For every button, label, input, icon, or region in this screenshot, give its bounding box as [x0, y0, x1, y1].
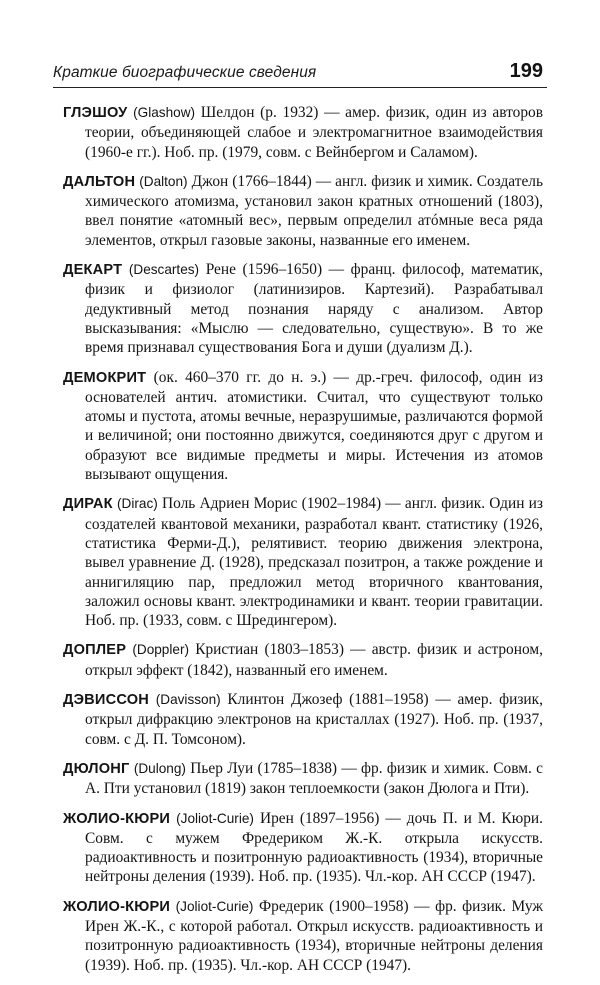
entry-latin-name: (Doppler) [132, 642, 190, 658]
entry-dalton [63, 172, 543, 250]
entry-davisson [63, 690, 543, 749]
entry-name: ЖОЛИО-КЮРИ [63, 898, 171, 915]
entry-dirac [63, 494, 543, 630]
entry-name: ЖОЛИО-КЮРИ [63, 810, 171, 827]
entry-name: ДОПЛЕР [63, 642, 127, 659]
entry-name: ДИРАК [63, 496, 113, 513]
entry-name: ДЕМОКРИТ [63, 369, 147, 386]
entry-latin-name: (Dulong) [133, 760, 186, 776]
entry-name: ДЕКАРТ [63, 262, 123, 279]
entry-latin-name: (Descartes) [128, 262, 200, 278]
biography-list [63, 103, 543, 985]
entry-text: Ирен (1897–1956) — дочь П. и М. Кюри. Совм. с мужем Фредериком Ж.-К. открыла искусств. радиоактивность и позитронную радиоактивность (1934), вторичные нейтроны деления (1939). Ноб. пр. (1935). Чл.-кор. АН СССР (1947). [85, 809, 543, 886]
section-title: Краткие биографические сведения [53, 64, 317, 81]
entry-name: ДЭВИССОН [63, 692, 150, 709]
entry-joliot-curie-frederic [63, 897, 543, 975]
entry-text: Рене (1596–1650) — франц. философ, математик, физик и физиолог (латинизиров. Картезий). Разрабатывал дедуктивный метод познания наряду с анализом. Автор высказывания: «Мыслю — следовательно, существую». В то же время признавал существования Бога и души (дуализм Д.). [85, 261, 543, 357]
entry-text: Джон (1766–1844) — англ. физик и химик. Создатель химического атомизма, установил закон кратных отношений (1803), ввел понятие «атомный вес», первым определил атóмные веса ряда элементов, открыл газовые законы, названные его именем. [85, 172, 543, 249]
entry-text: Клинтон Джозеф (1881–1958) — амер. физик, открыл дифракцию электронов на кристаллах (1927). Ноб. пр. (1937, совм. с Д. П. Томсоном). [85, 691, 543, 748]
entry-latin-name: (Joliot-Curie) [175, 898, 254, 914]
entry-name: ДАЛЬТОН [63, 173, 136, 190]
entry-latin-name: (Dirac) [117, 496, 158, 512]
entry-text: Фредерик (1900–1958) — фр. физик. Муж Ирен Ж.-К., с которой работал. Открыл искусств. радиоактивность и позитронную радиоактивность (1934), вторичные нейтроны деления (1939). Ноб. пр. (1935). Чл.-кор. АН СССР (1947). [85, 897, 543, 974]
entry-name: ДЮЛОНГ [63, 760, 130, 777]
page-number: 199 [509, 60, 543, 82]
entry-text: Пьер Луи (1785–1838) — фр. физик и химик. Совм. с А. Пти установил (1819) закон теплоемкости (закон Дюлога и Пти). [85, 759, 543, 798]
entry-dulong [63, 759, 543, 799]
entry-name: ГЛЭШОУ [63, 105, 128, 121]
entry-glashow [63, 103, 543, 162]
entry-descartes [63, 260, 543, 357]
running-head [53, 58, 547, 86]
entry-democritus [63, 368, 543, 485]
entry-latin-name: (Joliot-Curie) [176, 810, 254, 826]
entry-text: (ок. 460–370 гг. до н. э.) — др.-греч. философ, один из основателей антич. атомистики. Считал, что существуют только атомы и пустота, атомы вечные, неразрушимые, различаются формой и величиной; они постоянно движутся, соединяются друг с другом и образуют все видимые предметы и миры. Истечения из атомов вызывают ощущения. [85, 368, 543, 484]
header-divider [53, 87, 547, 88]
entry-doppler [63, 640, 543, 680]
entry-joliot-curie-irene [63, 809, 543, 887]
entry-latin-name: (Davisson) [155, 692, 221, 708]
entry-text: Кристиан (1803–1853) — австр. физик и астроном, открыл эффект (1842), названный его именем. [85, 641, 543, 679]
entry-text: Поль Адриен Морис (1902–1984) — англ. физик. Один из создателей квантовой механики, разработал квант. статистику (1926, статистика Ферми-Д.), релятивист. теорию движения электрона, вывел уравнение Д. (1928), предсказал позитрон, а также рождение и аннигиляцию пар, предложил метод вторичного квантования, заложил основы квант. электродинамики и квант. теории гравитации. Ноб. пр. (1933, совм. с Шредингером). [85, 495, 543, 630]
entry-latin-name: (Glashow) [133, 105, 196, 120]
entry-latin-name: (Dalton) [139, 173, 188, 189]
entry-text: Шелдон (р. 1932) — амер. физик, один из авторов теории, объединяющей слабое и электромагнитное взаимодействия (1960-е гг.). Ноб. пр. (1979, совм. с Вейнбергом и Саламом). [85, 104, 543, 161]
